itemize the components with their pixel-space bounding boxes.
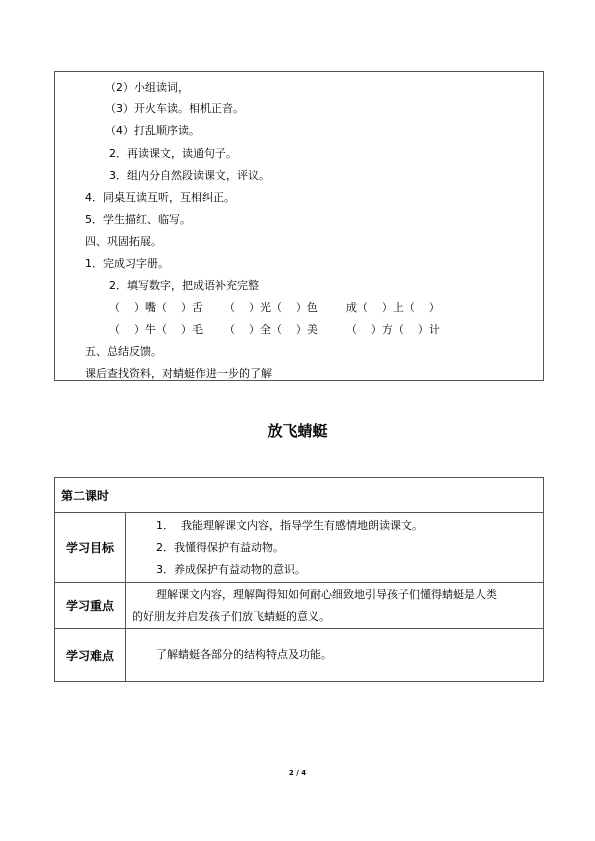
step-line: 课后查找资料，对蜻蜓作进一步的了解	[85, 367, 272, 380]
lesson-table	[54, 477, 544, 682]
idiom-line: （ ）牛（ ）毛 （ ）全（ ）美 （ ）方（ ）计	[109, 323, 440, 336]
step-line: （2）小组读词，	[105, 81, 189, 94]
lesson-header: 第二课时	[55, 478, 544, 513]
step-line: 4．同桌互读互听，互相纠正。	[85, 191, 235, 204]
step-line: 四、巩固拓展。	[85, 235, 162, 248]
goal-item: 1． 我能理解课文内容，指导学生有感情地朗读课文。	[156, 518, 423, 532]
step-line: 五、总结反馈。	[85, 345, 162, 358]
goal-item: 2．我懂得保护有益动物。	[156, 540, 284, 554]
page-number: 2 / 4	[288, 769, 307, 777]
goals-cell	[126, 513, 544, 583]
step-line: 2．再读课文，读通句子。	[109, 147, 237, 160]
goals-label: 学习目标	[55, 513, 126, 583]
section-title: 放飞蜻蜓	[267, 422, 328, 440]
focus-line: 理解课文内容，理解陶得知如何耐心细致地引导孩子们懂得蜻蜓是人类	[156, 587, 497, 601]
focus-line: 的好朋友并启发孩子们放飞蜻蜓的意义。	[132, 609, 330, 623]
difficulty-label: 学习难点	[55, 629, 126, 682]
lesson-steps-box	[54, 71, 544, 381]
step-line: 5．学生描红、临写。	[85, 213, 191, 226]
step-line: （4）打乱顺序读。	[105, 124, 200, 137]
focus-label: 学习重点	[55, 583, 126, 629]
step-line: （3）开火车读。相机正音。	[105, 102, 244, 115]
goal-item: 3．养成保护有益动物的意识。	[156, 562, 306, 576]
step-line: 3．组内分自然段读课文，评议。	[109, 169, 270, 182]
idiom-line: （ ）嘴（ ）舌 （ ）光（ ）色 成（ ）上（ ）	[109, 301, 440, 314]
difficulty-text: 了解蜻蜓各部分的结构特点及功能。	[156, 648, 332, 661]
focus-cell	[126, 583, 544, 629]
difficulty-cell	[126, 629, 544, 682]
step-line: 2．填写数字，把成语补充完整	[109, 279, 259, 292]
step-line: 1．完成习字册。	[85, 257, 169, 270]
